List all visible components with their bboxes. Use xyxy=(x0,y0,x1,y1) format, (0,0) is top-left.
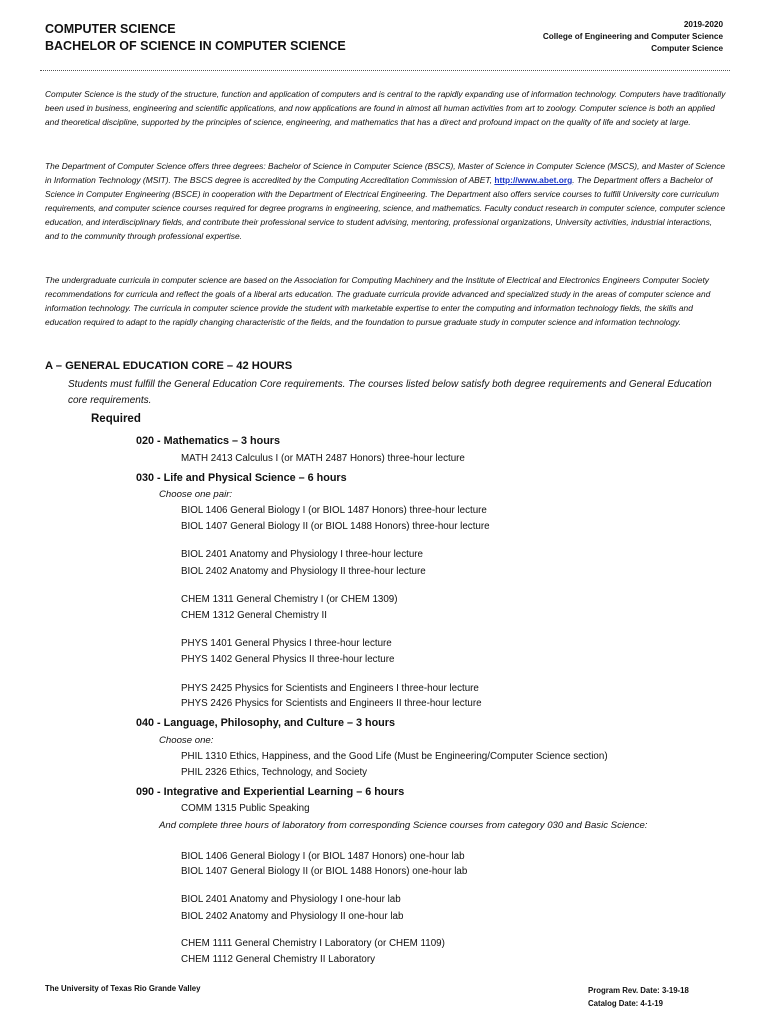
required-heading: Required xyxy=(91,413,141,425)
intro-paragraph-2-part-1: The Department of Computer Science offers three degrees: Bachelor of Science in Computer Science (BSCS), Master of Science in Computer Science (MSCS), and Master of Science in Information Technology (MSIT). The BSCS degree is accredited by the Computing Accreditation Commission of ABET, xyxy=(45,161,726,185)
footer-university: The University of Texas Rio Grande Valley xyxy=(45,984,201,993)
header-left xyxy=(45,21,346,55)
course-item: BIOL 1407 General Biology II (or BIOL 1488 Honors) three-hour lecture xyxy=(181,521,490,532)
course-item: PHYS 2425 Physics for Scientists and Engineers I three-hour lecture xyxy=(181,683,479,694)
degree-title: BACHELOR OF SCIENCE IN COMPUTER SCIENCE xyxy=(45,39,346,53)
course-item: BIOL 2401 Anatomy and Physiology I one-hour lab xyxy=(181,894,401,905)
category-090-title: 090 - Integrative and Experiential Learning – 6 hours xyxy=(136,786,405,798)
department-title: COMPUTER SCIENCE xyxy=(45,22,176,36)
program-revision-date: Program Rev. Date: 3-19-18 xyxy=(588,986,689,995)
course-item: CHEM 1311 General Chemistry I (or CHEM 1309) xyxy=(181,594,398,605)
footer-dates xyxy=(588,984,689,1010)
course-item: MATH 2413 Calculus I (or MATH 2487 Honors) three-hour lecture xyxy=(181,453,465,464)
header-divider xyxy=(40,70,730,71)
course-item: PHYS 1401 General Physics I three-hour lecture xyxy=(181,638,392,649)
header-right xyxy=(543,19,723,55)
program-name: Computer Science xyxy=(651,44,723,53)
category-020-title: 020 - Mathematics – 3 hours xyxy=(136,435,281,447)
course-item: PHYS 1402 General Physics II three-hour lecture xyxy=(181,654,395,665)
course-item: BIOL 2402 Anatomy and Physiology II three-hour lecture xyxy=(181,566,426,577)
catalog-year: 2019-2020 xyxy=(683,20,723,29)
intro-paragraph-2 xyxy=(45,159,727,243)
course-item: BIOL 2402 Anatomy and Physiology II one-hour lab xyxy=(181,911,404,922)
course-item: BIOL 1406 General Biology I (or BIOL 1487 Honors) one-hour lab xyxy=(181,851,465,862)
course-item: CHEM 1111 General Chemistry I Laboratory (or CHEM 1109) xyxy=(181,938,445,949)
course-item: CHEM 1112 General Chemistry II Laboratory xyxy=(181,954,376,965)
course-item: BIOL 1407 General Biology II (or BIOL 1488 Honors) one-hour lab xyxy=(181,866,468,877)
intro-paragraph-2-part-2: . The Department offers a Bachelor of Science in Computer Engineering (BSCE) in cooperation with the Department of Electrical Engineering. The Department also offers service courses to fulfill University core curriculum requirements, and computer science courses required for degree programs in engineering, science, and mathematics. Faculty conduct research in computer science, computer science education, and interdisciplinary fields, and contribute their professional service to student advising, mentoring, professional organizations, University activities, industrial interactions, and to the community through professional expertise. xyxy=(45,175,726,241)
course-item: CHEM 1312 General Chemistry II xyxy=(181,610,327,621)
course-item: BIOL 1406 General Biology I (or BIOL 1487 Honors) three-hour lecture xyxy=(181,505,487,516)
course-item: PHYS 2426 Physics for Scientists and Engineers II three-hour lecture xyxy=(181,698,482,709)
section-note: Students must fulfill the General Education Core requirements. The courses listed below satisfy both degree requirements and General Education core requirements. xyxy=(68,379,712,406)
choose-instruction: Choose one: xyxy=(159,735,214,746)
college-name: College of Engineering and Computer Science xyxy=(542,32,723,41)
catalog-date: Catalog Date: 4-1-19 xyxy=(588,999,663,1008)
intro-paragraph-3: The undergraduate curricula in computer science are based on the Association for Computing Machinery and the Institute of Electrical and Electronics Engineers Computer Society recommendations for curricula and reflect the goals of a liberal arts education. The graduate curricula provide advanced and specialized study in the areas of computer science and information technology. The curricula in computer science provide the student with marketable expertise to enter the computing and information technology fields, the skills and education required to adapt to the rapidly changing characteristic of the fields, and the foundation to pursue graduate study in computer science and information technology. xyxy=(45,275,711,327)
category-040-title: 040 - Language, Philosophy, and Culture – 3 hours xyxy=(136,717,395,729)
lab-requirement-note: And complete three hours of laboratory from corresponding Science courses from category 030 and Basic Science: xyxy=(159,820,648,831)
course-item: PHIL 2326 Ethics, Technology, and Society xyxy=(181,767,368,778)
abet-link[interactable]: http://www.abet.org xyxy=(494,175,573,185)
choose-instruction: Choose one pair: xyxy=(159,489,233,500)
intro-paragraph-1: Computer Science is the study of the structure, function and application of computers and is central to the rapidly expanding use of information technology. Computers have traditionally been used in business, engineering and scientific applications, and now applications are found in almost all human activities from art to zoology. Computer science is both an applied and theoretical discipline, supported by the principles of science, engineering, and mathematics that has a direct and profound impact on the quality of life and society at large. xyxy=(45,89,726,127)
section-title: A – GENERAL EDUCATION CORE – 42 HOURS xyxy=(45,360,293,372)
course-item: COMM 1315 Public Speaking xyxy=(181,803,310,814)
course-item: PHIL 1310 Ethics, Happiness, and the Good Life (Must be Engineering/Computer Science section) xyxy=(181,751,608,762)
category-030-title: 030 - Life and Physical Science – 6 hours xyxy=(136,472,347,484)
course-item: BIOL 2401 Anatomy and Physiology I three-hour lecture xyxy=(181,549,423,560)
